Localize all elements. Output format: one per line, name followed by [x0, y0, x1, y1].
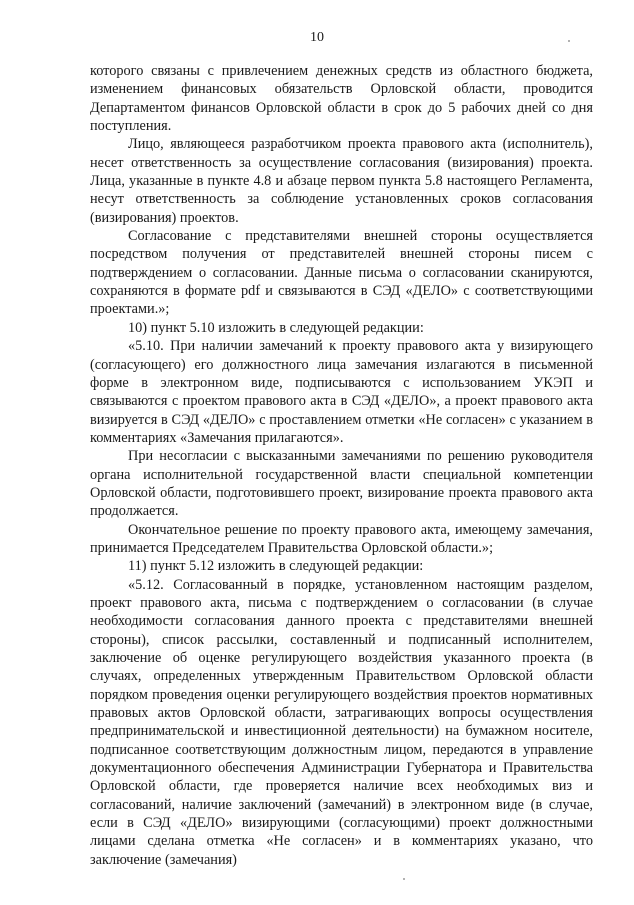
paragraph-item-11: 11) пункт 5.12 изложить в следующей редакции:: [128, 558, 424, 575]
paragraph-clause-5-12: «5.12. Согласованный в порядке, установленном настоящим разделом, проект правового акта, письма с подтверждением о согласовании (в случае необходимости согласования данного проекта с представителями внешней стороны), список рассылки, составленный и подписанный исполнителем, заключение об оценке регулирующего воздействия указанного проекта (в случаях, определенных утвержденным Правительством Орловской области порядком проведения оценки регулирующего воздействия проектов нормативных правовых актов Орловской области, затрагивающих вопросы осуществления предпринимательской и инвестиционной деятельности) на бумажном носителе, подписанное соответствующим должностным лицом, передаются в управление документационного обеспечения Администрации Губернатора и Правительства Орловской области, где проверяется наличие всех необходимых виз и согласований, наличие заключений (замечаний) в электронном виде (в случае, если в СЭД «ДЕЛО» визирующими (согласующими) проект должностными лицами сделана отметка «Не согласен» и в комментариях указано, что заключение (замечания): [90, 576, 593, 868]
scan-speck: [568, 40, 570, 42]
scan-speck: [403, 878, 405, 880]
paragraph-continuation: которого связаны с привлечением денежных средств из областного бюджета, изменением финансовых обязательств Орловской области, проводится Департаментом финансов Орловской области в срок до 5 рабочих дней со дня поступления.: [90, 63, 593, 135]
page-number: 10: [310, 30, 324, 45]
paragraph-item-10: 10) пункт 5.10 изложить в следующей редакции:: [128, 319, 424, 336]
paragraph-clause-5-10: «5.10. При наличии замечаний к проекту правового акта у визирующего (согласующего) его должностного лица замечания излагаются в письменной форме в электронном виде, подписываются с использованием УКЭП и связываются с проектом правового акта в СЭД «ДЕЛО», а проект правового акта визируется в СЭД «ДЕЛО» с проставлением отметки «Не согласен» с указанием в комментариях «Замечания прилагаются».: [90, 338, 593, 446]
document-body: [90, 62, 593, 869]
paragraph-external-approval: Согласование с представителями внешней стороны осуществляется посредством получения от представителей внешней стороны писем с подтверждением о согласовании. Данные письма о согласовании сканируются, сохраняются в формате pdf и связываются в СЭД «ДЕЛО» с соответствующими проектами.»;: [90, 228, 593, 318]
paragraph-disagreement: При несогласии с высказанными замечаниями по решению руководителя органа исполнительной государственной власти специальной компетенции Орловской области, подготовившего проект, визирование проекта правового акта продолжается.: [90, 448, 593, 520]
paragraph-responsibility: Лицо, являющееся разработчиком проекта правового акта (исполнитель), несет ответственность за осуществление согласования (визирования) проекта. Лица, указанные в пункте 4.8 и абзаце первом пункта 5.8 настоящего Регламента, несут ответственность за соблюдение установленных сроков согласования (визирования) проектов.: [90, 136, 593, 226]
paragraph-final-decision: Окончательное решение по проекту правового акта, имеющему замечания, принимается Председателем Правительства Орловской области.»;: [90, 521, 593, 556]
